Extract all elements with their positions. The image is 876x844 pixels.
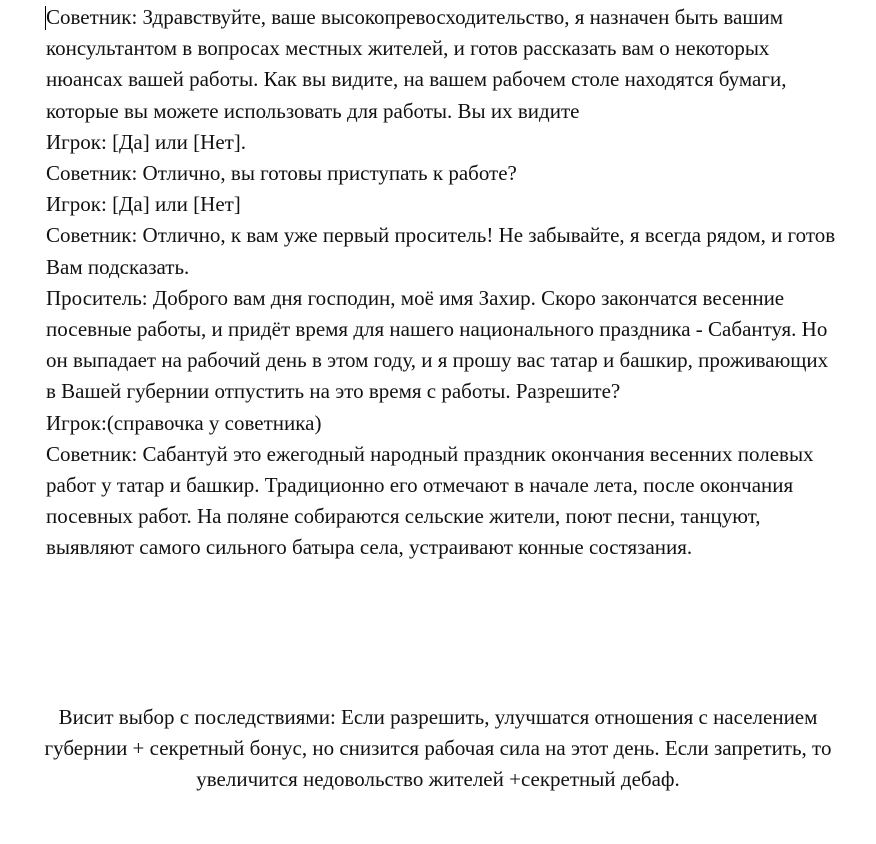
dialogue-script bbox=[46, 2, 836, 564]
consequence-note bbox=[30, 702, 846, 796]
dialog-line-advisor-sabantuy: Советник: Сабантуй это ежегодный народный праздник окончания весенних полевых работ у татар и башкир. Традиционно его отмечают в начале лета, после окончания посевных работ. На поляне собираются сельские жители, поют песни, танцуют, выявляют самого сильного батыра села, устраивают конные состязания. bbox=[46, 441, 814, 560]
dialog-line-advisor-first-petitioner: Советник: Отлично, к вам уже первый проситель! Не забывайте, я всегда рядом, и готов Вам подсказать. bbox=[46, 223, 836, 279]
dialog-line-player-choice-2: Игрок: [Да] или [Нет] bbox=[46, 192, 241, 217]
dialog-line-player-reference: Игрок:(справочка у советника) bbox=[46, 410, 322, 435]
consequence-note-text: Висит выбор с последствиями: Если разрешить, улучшатся отношения с населением губернии + секретный бонус, но снизится рабочая сила на этот день. Если запретить, то увеличится недовольство жителей +секретный дебаф. bbox=[44, 705, 832, 792]
dialog-line-advisor-ready: Советник: Отлично, вы готовы приступать к работе? bbox=[46, 161, 517, 186]
dialog-line-petitioner-request: Проситель: Доброго вам дня господин, моё имя Захир. Скоро закончатся весенние посевные работы, и придёт время для нашего национального праздника - Сабантуя. Но он выпадает на рабочий день в этом году, и я прошу вас татар и башкир, проживающих в Вашей губернии отпустить на это время с работы. Разрешите? bbox=[46, 285, 829, 404]
dialog-line-player-choice-1: Игрок: [Да] или [Нет]. bbox=[46, 129, 247, 154]
dialog-line-advisor-greeting: Советник: Здравствуйте, ваше высокопревосходительство, я назначен быть вашим консультантом в вопросах местных жителей, и готов рассказать вам о некоторых нюансах вашей работы. Как вы видите, на вашем рабочем столе находятся бумаги, которые вы можете использовать для работы. Вы их видите bbox=[46, 5, 787, 123]
